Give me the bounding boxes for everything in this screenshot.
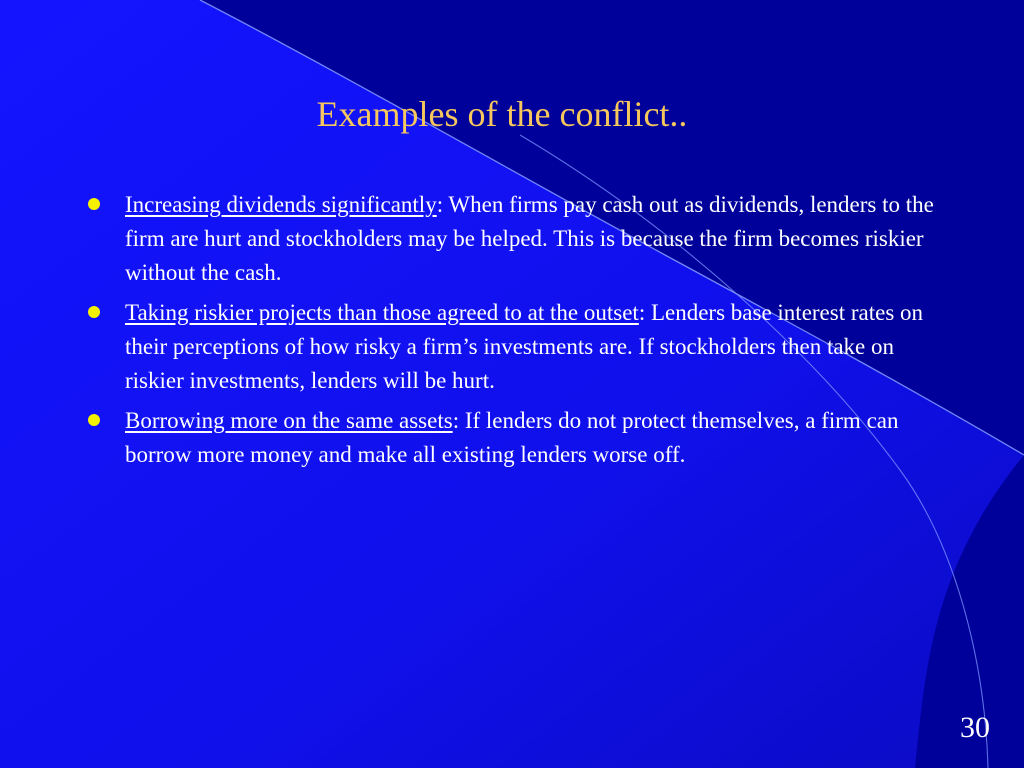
bullet-item <box>84 404 944 472</box>
bullet-item <box>84 188 944 290</box>
bullet-heading: Increasing dividends significantly <box>125 192 437 217</box>
bullet-dot-icon <box>88 306 100 318</box>
bullet-dot-icon <box>88 414 100 426</box>
bullet-text: : Lenders base interest rates on their perceptions of how risky a firm’s investments are. If stockholders then take on riskier investments, lenders will be hurt. <box>125 300 924 393</box>
slide-title: Examples of the conflict.. <box>316 94 688 134</box>
bullet-heading: Borrowing more on the same assets <box>125 408 453 433</box>
bullet-item <box>84 296 944 398</box>
page-number: 30 <box>960 711 990 744</box>
bullet-dot-icon <box>88 198 100 210</box>
bullet-list <box>84 188 944 478</box>
bullet-heading: Taking riskier projects than those agreed to at the outset <box>125 300 639 325</box>
bullet-text: : When firms pay cash out as dividends, lenders to the firm are hurt and stockholders may be helped. This is because the firm becomes riskier without the cash. <box>125 192 934 285</box>
bullet-text: : If lenders do not protect themselves, a firm can borrow more money and make all existing lenders worse off. <box>125 408 899 467</box>
